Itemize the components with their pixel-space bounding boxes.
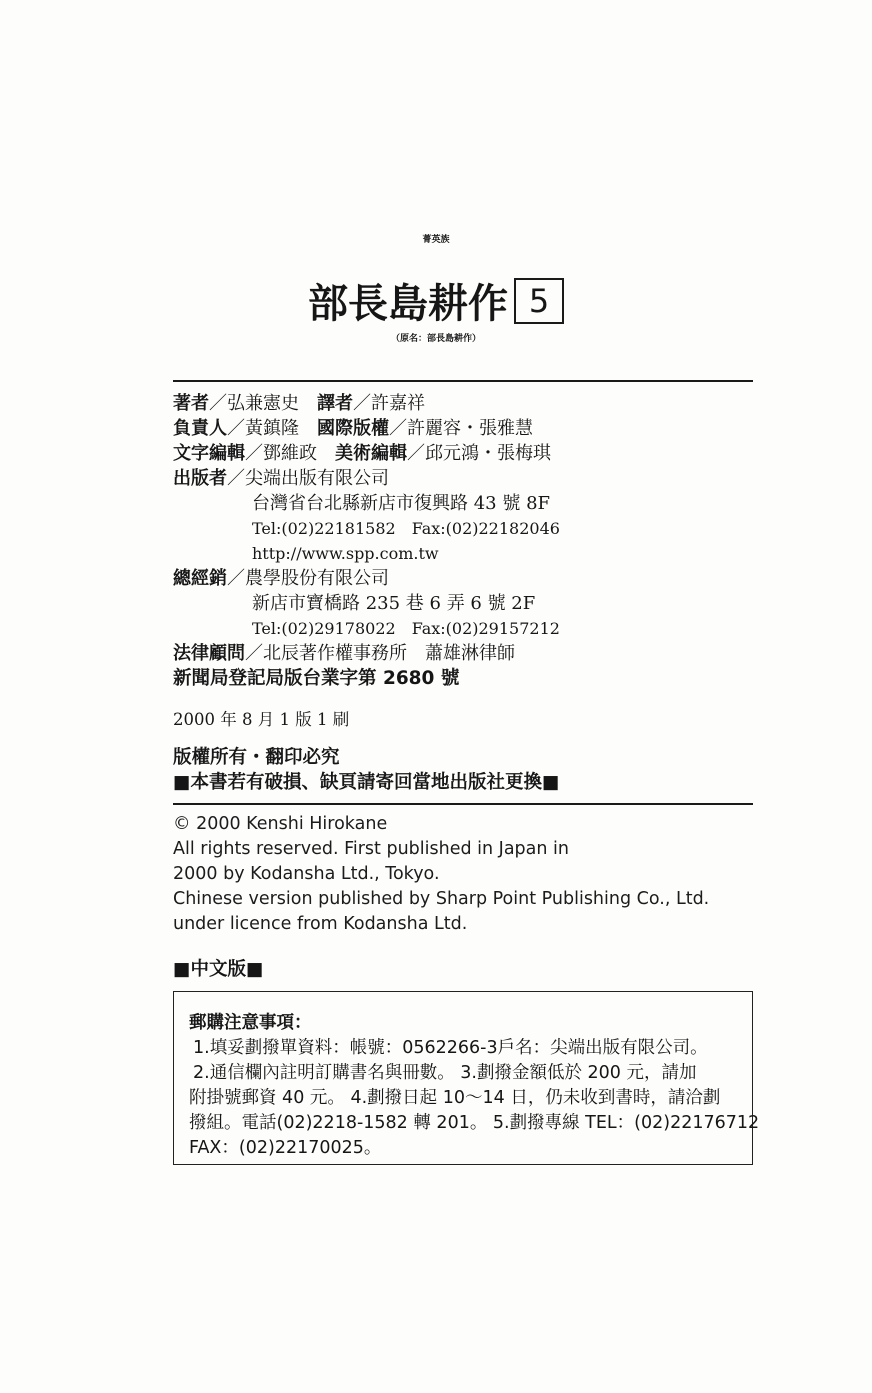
copyright-line: Chinese version published by Sharp Point Publishing Co., Ltd. (173, 889, 710, 909)
copyright-line: 2000 by Kodansha Ltd., Tokyo. (173, 864, 440, 884)
distributor-label: 總經銷 (173, 568, 227, 589)
distributor-row (173, 566, 389, 591)
original-title: （原名：部長島耕作） (390, 334, 481, 344)
publisher-phone: Tel:(02)22181582 Fax:(02)22182046 (252, 519, 560, 538)
credit-row-2 (173, 416, 533, 441)
edition-info: 2000 年 8 月 1 版 1 刷 (173, 710, 350, 729)
credit-value: ／許嘉祥 (353, 393, 425, 414)
series-name: 菁英族 (422, 235, 450, 245)
copyright-line: under licence from Kodansha Ltd. (173, 914, 468, 934)
publisher-label: 出版者 (173, 468, 227, 489)
volume-number: 5 (514, 278, 564, 324)
credit-value: ／弘兼憲史 (209, 393, 299, 414)
publisher-name: ／尖端出版有限公司 (227, 468, 389, 489)
publisher-url: http://www.spp.com.tw (252, 544, 439, 563)
title-row (0, 272, 872, 329)
credit-label: 著者 (173, 393, 209, 414)
credit-value: ／邱元鴻・張梅琪 (407, 443, 551, 464)
distributor-name: ／農學股份有限公司 (227, 568, 389, 589)
mail-order-line: FAX：(02)22170025。 (189, 1138, 382, 1158)
legal-label: 法律顧問 (173, 643, 245, 664)
credit-value: ／鄧維政 (245, 443, 317, 464)
credit-label: 譯者 (317, 393, 353, 414)
divider-bottom (173, 803, 753, 805)
copyright-line: © 2000 Kenshi Hirokane (173, 814, 388, 834)
credit-value: ／許麗容・張雅慧 (389, 418, 533, 439)
distributor-phone: Tel:(02)29178022 Fax:(02)29157212 (252, 619, 560, 638)
credit-row-3 (173, 441, 551, 466)
credit-label: 美術編輯 (335, 443, 407, 464)
defect-notice: ■本書若有破損、缺頁請寄回當地出版社更換■ (173, 772, 560, 793)
publisher-row (173, 466, 389, 491)
mail-order-line: 附掛號郵資 40 元。 4.劃撥日起 10～14 日，仍未收到書時，請洽劃 (189, 1088, 721, 1108)
rights-notice: 版權所有・翻印必究 (173, 747, 340, 768)
credit-label: 負責人 (173, 418, 227, 439)
legal-row (173, 641, 515, 666)
mail-order-line: 2.通信欄內註明訂購書名與冊數。 3.劃撥金額低於 200 元，請加 (193, 1063, 697, 1083)
registration-number: 新聞局登記局版台業字第 2680 號 (173, 668, 460, 689)
credit-label: 國際版權 (317, 418, 389, 439)
copyright-line: All rights reserved. First published in Japan in (173, 839, 569, 859)
credit-value: ／黃鎮隆 (227, 418, 299, 439)
credit-label: 文字編輯 (173, 443, 245, 464)
publisher-address: 台灣省台北縣新店市復興路 43 號 8F (252, 493, 551, 514)
legal-value: ／北辰著作權事務所 蕭雄淋律師 (245, 643, 515, 664)
distributor-address: 新店市寶橋路 235 巷 6 弄 6 號 2F (252, 593, 536, 614)
chinese-edition-label: ■中文版■ (173, 959, 264, 980)
credit-row-1 (173, 391, 425, 416)
mail-order-line: 1.填妥劃撥單資料：帳號：0562266-3戶名：尖端出版有限公司。 (193, 1038, 708, 1058)
divider-top (173, 380, 753, 382)
mail-order-title: 郵購注意事項： (189, 1013, 312, 1033)
book-title: 部長島耕作 (308, 281, 508, 327)
mail-order-line: 撥組。電話(02)2218-1582 轉 201。 5.劃撥專線 TEL：(02)22176712 (189, 1113, 760, 1133)
